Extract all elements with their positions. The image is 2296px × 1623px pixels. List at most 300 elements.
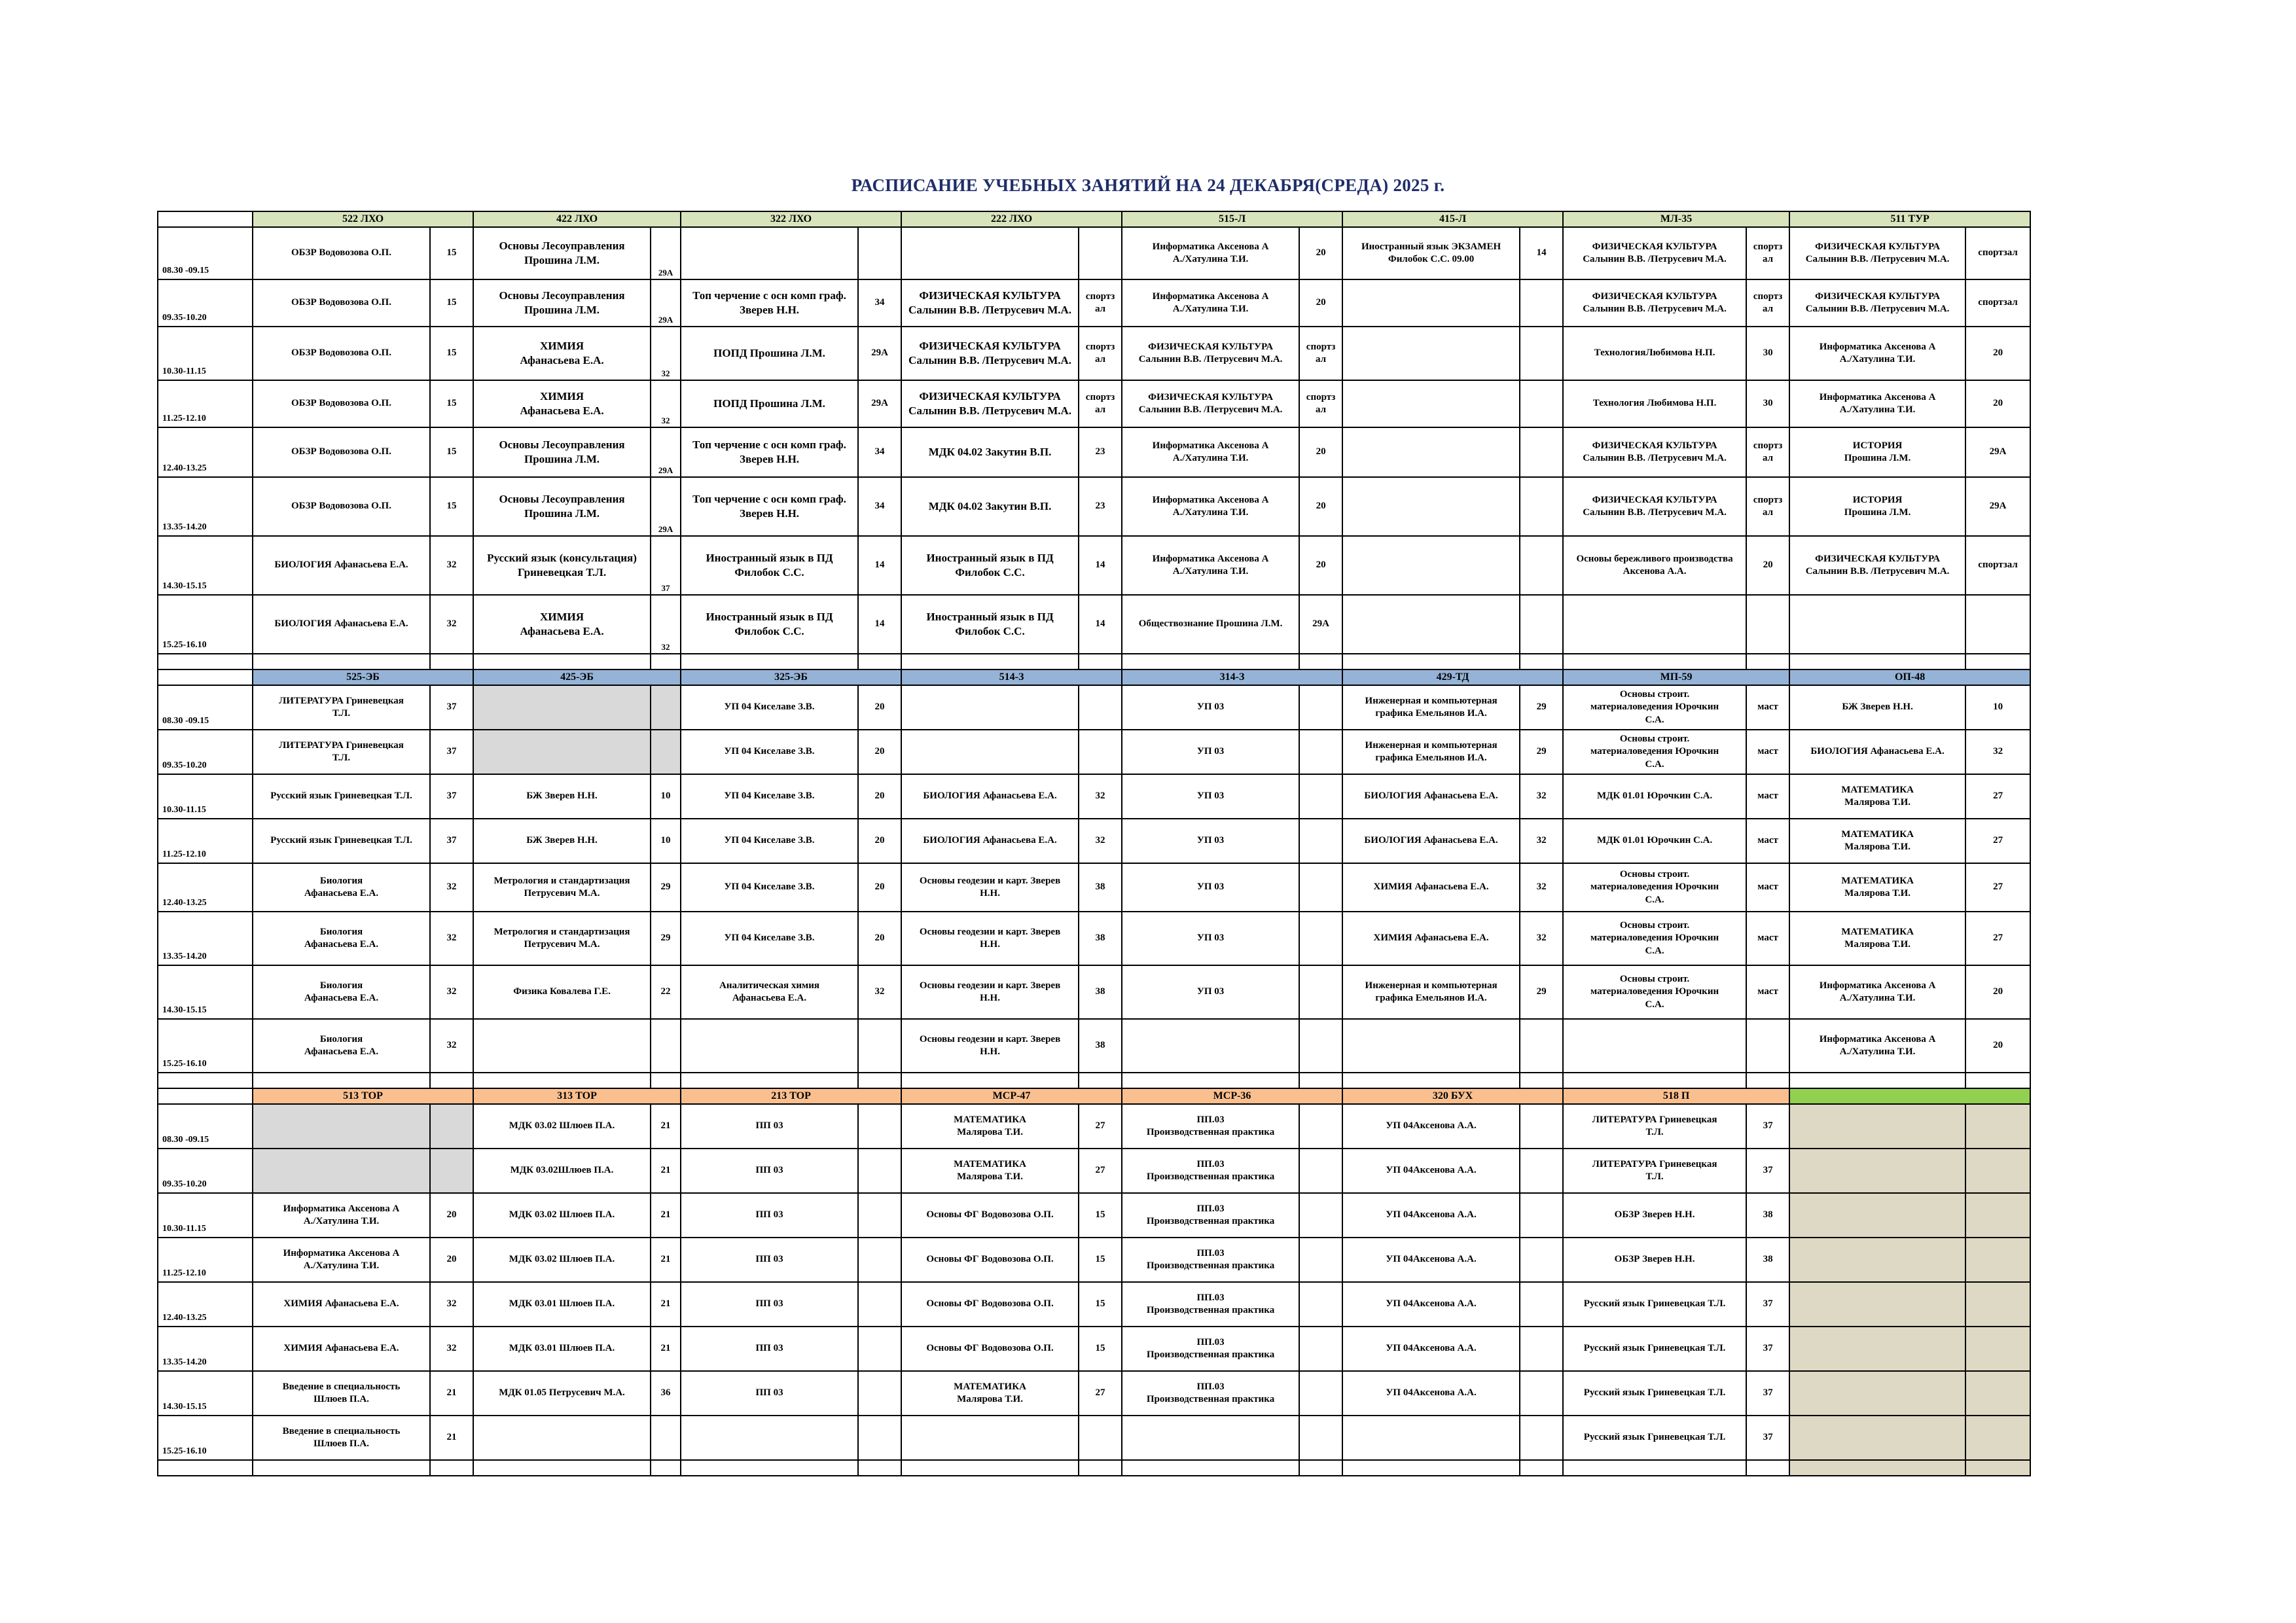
lesson-subject: ХИМИЯ Афанасьева Е.А. [253,1282,430,1327]
time-slot: 08.30 -09.15 [158,685,253,730]
lesson-subject: Биология Афанасьева Е.А. [253,912,430,965]
spacer-cell [430,1460,473,1476]
group-header: 422 ЛХО [473,211,681,227]
time-slot: 15.25-16.10 [158,595,253,654]
lesson-room: 21 [430,1371,473,1416]
lesson-subject: ОБЗР Водовозова О.П. [253,427,430,477]
lesson-subject: ФИЗИЧЕСКАЯ КУЛЬТУРА Салынин В.В. /Петрусевич М.А. [1122,380,1299,427]
time-slot: 14.30-15.15 [158,1371,253,1416]
lesson-row [158,1019,2030,1073]
lesson-room: 15 [1079,1282,1122,1327]
group-header: 325-ЭБ [681,669,901,685]
lesson-subject: УП 04Аксенова А.А. [1342,1238,1520,1282]
lesson-room: 15 [1079,1327,1122,1371]
lesson-subject [1342,1416,1520,1460]
lesson-subject [1122,1416,1299,1460]
page-title: РАСПИСАНИЕ УЧЕБНЫХ ЗАНЯТИЙ НА 24 ДЕКАБРЯ(СРЕДА) 2025 г. [851,175,1445,195]
lesson-room [1520,427,1563,477]
lesson-subject: МДК 04.02 Закутин В.П. [901,477,1079,536]
lesson-room [1520,1149,1563,1193]
lesson-room: 37 [1746,1371,1789,1416]
lesson-subject: ФИЗИЧЕСКАЯ КУЛЬТУРА Салынин В.В. /Петрусевич М.А. [1122,327,1299,380]
spacer-cell [1520,1460,1563,1476]
lesson-room: 37 [1746,1416,1789,1460]
lesson-room: 20 [1299,279,1342,327]
group-header: 313 ТОР [473,1088,681,1104]
group-header: МСР-36 [1122,1088,1342,1104]
lesson-room [1079,685,1122,730]
lesson-subject: Основы ФГ Водовозова О.П. [901,1238,1079,1282]
lesson-room [1299,1327,1342,1371]
lesson-subject: БИОЛОГИЯ Афанасьева Е.А. [901,819,1079,863]
lesson-subject: ОБЗР Водовозова О.П. [253,477,430,536]
lesson-subject: УП 03 [1122,819,1299,863]
lesson-subject: ХИМИЯ Афанасьева Е.А. [253,1327,430,1371]
lesson-subject: ИСТОРИЯ Прошина Л.М. [1789,427,1965,477]
lesson-room: 29А [1965,477,2030,536]
group-header: МСР-47 [901,1088,1122,1104]
lesson-subject: Информатика Аксенова А А./Хатулина Т.И. [1789,965,1965,1019]
lesson-subject: Инженерная и компьютерная графика Емельянов И.А. [1342,965,1520,1019]
lesson-room [1520,279,1563,327]
group-header: 415-Л [1342,211,1563,227]
lesson-room [651,1019,681,1073]
lesson-subject: Аналитическая химия Афанасьева Е.А. [681,965,858,1019]
lesson-subject: МДК 01.01 Юрочкин С.А. [1563,774,1746,819]
lesson-subject: ПП.03 Производственная практика [1122,1193,1299,1238]
time-slot: 11.25-12.10 [158,819,253,863]
lesson-subject: БИОЛОГИЯ Афанасьева Е.А. [901,774,1079,819]
lesson-row [158,477,2030,536]
lesson-row [158,730,2030,774]
lesson-subject: ЛИТЕРАТУРА Гриневецкая Т.Л. [1563,1104,1746,1149]
lesson-room [1965,1416,2030,1460]
lesson-subject [253,1104,430,1149]
spacer-cell [858,1460,901,1476]
spacer-cell [681,1460,858,1476]
lesson-room [858,1193,901,1238]
lesson-subject [681,1019,858,1073]
spacer-cell [1965,1460,2030,1476]
lesson-room: спортз ал [1079,279,1122,327]
time-slot: 12.40-13.25 [158,863,253,912]
lesson-subject: МАТЕМАТИКА Малярова Т.И. [1789,863,1965,912]
lesson-subject: Информатика Аксенова А А./Хатулина Т.И. [1122,427,1299,477]
lesson-room: 32 [430,863,473,912]
lesson-room: спортз ал [1079,327,1122,380]
spacer-cell [1746,1073,1789,1088]
lesson-room [1520,595,1563,654]
lesson-room: 20 [858,863,901,912]
lesson-room [1520,380,1563,427]
lesson-row [158,1282,2030,1327]
lesson-room: 20 [430,1193,473,1238]
lesson-room: 20 [1299,536,1342,595]
lesson-subject: Информатика Аксенова А А./Хатулина Т.И. [1789,380,1965,427]
lesson-subject [473,1416,651,1460]
group-header: 429-ТД [1342,669,1563,685]
lesson-row [158,279,2030,327]
lesson-room [1520,536,1563,595]
lesson-room: 32 [430,1327,473,1371]
lesson-subject: Информатика Аксенова А А./Хатулина Т.И. [1122,536,1299,595]
group-header: 320 БУХ [1342,1088,1563,1104]
lesson-room: спортз ал [1746,477,1789,536]
lesson-room [1520,327,1563,380]
lesson-room: 32 [1965,730,2030,774]
lesson-room [1965,1104,2030,1149]
lesson-subject: МАТЕМАТИКА Малярова Т.И. [1789,774,1965,819]
lesson-subject: Введение в специальность Шлюев П.А. [253,1371,430,1416]
lesson-room: 29А [1965,427,2030,477]
group-header: 518 П [1563,1088,1789,1104]
lesson-subject: БЖ Зверев Н.Н. [473,819,651,863]
group-header: 314-З [1122,669,1342,685]
lesson-room: 15 [1079,1238,1122,1282]
lesson-subject: Основы строит. материаловедения Юрочкин С.А. [1563,863,1746,912]
lesson-subject [473,730,651,774]
lesson-room: 15 [430,227,473,279]
spacer-cell [473,1460,651,1476]
lesson-row [158,1327,2030,1371]
lesson-subject: Русский язык Гриневецкая Т.Л. [1563,1416,1746,1460]
lesson-room: 32 [651,327,681,380]
lesson-subject: ИСТОРИЯ Прошина Л.М. [1789,477,1965,536]
lesson-row [158,863,2030,912]
lesson-room: 27 [1079,1371,1122,1416]
lesson-room [1299,965,1342,1019]
lesson-room: 30 [1746,327,1789,380]
lesson-subject: Информатика Аксенова А А./Хатулина Т.И. [1122,279,1299,327]
lesson-room: 21 [430,1416,473,1460]
group-header [1789,1088,2030,1104]
lesson-subject: ПП 03 [681,1104,858,1149]
group-header: 522 ЛХО [253,211,473,227]
lesson-room: 29А [651,427,681,477]
lesson-subject: МДК 03.02 Шлюев П.А. [473,1193,651,1238]
lesson-room [858,1104,901,1149]
lesson-room: 27 [1965,912,2030,965]
lesson-room: 32 [1079,819,1122,863]
lesson-room: спортз ал [1299,327,1342,380]
lesson-subject: МАТЕМАТИКА Малярова Т.И. [901,1104,1079,1149]
lesson-room: 38 [1746,1238,1789,1282]
lesson-room [1299,912,1342,965]
lesson-room: 37 [1746,1327,1789,1371]
lesson-room [858,1019,901,1073]
time-slot: 13.35-14.20 [158,912,253,965]
lesson-subject: МАТЕМАТИКА Малярова Т.И. [1789,819,1965,863]
lesson-subject [1563,595,1746,654]
lesson-room [858,1371,901,1416]
lesson-room [858,1149,901,1193]
lesson-room: спортзал [1965,536,2030,595]
lesson-subject: Русский язык Гриневецкая Т.Л. [253,774,430,819]
lesson-room [1299,1193,1342,1238]
corner-cell [158,669,253,685]
lesson-room [651,730,681,774]
lesson-subject: ПП.03 Производственная практика [1122,1238,1299,1282]
lesson-room [1520,1104,1563,1149]
lesson-subject: ХИМИЯ Афанасьева Е.А. [1342,863,1520,912]
lesson-subject: Информатика Аксенова А А./Хатулина Т.И. [253,1238,430,1282]
lesson-room: 20 [1299,227,1342,279]
lesson-room: 29А [651,227,681,279]
spacer-cell [1563,654,1746,669]
lesson-subject: Иностранный язык в ПД Филобок С.С. [901,595,1079,654]
lesson-room [1079,227,1122,279]
lesson-room: 29 [1520,685,1563,730]
time-slot: 08.30 -09.15 [158,227,253,279]
spacer-cell [253,654,430,669]
lesson-subject: Информатика Аксенова А А./Хатулина Т.И. [1789,1019,1965,1073]
lesson-room: 27 [1079,1104,1122,1149]
spacer-cell [158,1460,253,1476]
lesson-subject: УП 04Аксенова А.А. [1342,1193,1520,1238]
lesson-subject: УП 03 [1122,965,1299,1019]
time-slot: 09.35-10.20 [158,730,253,774]
lesson-subject: Основы геодезии и карт. Зверев Н.Н. [901,1019,1079,1073]
lesson-room [1520,1282,1563,1327]
lesson-room [1299,1282,1342,1327]
lesson-subject: УП 03 [1122,863,1299,912]
lesson-subject [1342,1019,1520,1073]
lesson-room: 20 [430,1238,473,1282]
spacer-cell [1789,1460,1965,1476]
lesson-subject: Метрология и стандартизация Петрусевич М.А. [473,863,651,912]
lesson-subject: Основы Лесоуправления Прошина Л.М. [473,227,651,279]
lesson-subject: БИОЛОГИЯ Афанасьева Е.А. [253,536,430,595]
lesson-subject: Информатика Аксенова А А./Хатулина Т.И. [1122,227,1299,279]
spacer-cell [1789,654,1965,669]
lesson-subject: Биология Афанасьева Е.А. [253,1019,430,1073]
lesson-subject: Основы строит. материаловедения Юрочкин С.А. [1563,685,1746,730]
spacer-cell [253,1460,430,1476]
lesson-subject: УП 03 [1122,774,1299,819]
lesson-room: 27 [1965,774,2030,819]
time-slot: 10.30-11.15 [158,327,253,380]
time-slot: 10.30-11.15 [158,1193,253,1238]
lesson-room: 14 [1079,595,1122,654]
spacer-cell [430,1073,473,1088]
spacer-cell [1079,1073,1122,1088]
spacer-cell [681,1073,858,1088]
lesson-subject: УП 03 [1122,730,1299,774]
lesson-subject: МАТЕМАТИКА Малярова Т.И. [901,1371,1079,1416]
lesson-room: 34 [858,427,901,477]
lesson-subject: Инженерная и компьютерная графика Емельянов И.А. [1342,730,1520,774]
lesson-room: 37 [1746,1104,1789,1149]
lesson-subject: ПОПД Прошина Л.М. [681,380,858,427]
lesson-room [430,1104,473,1149]
lesson-subject [681,1416,858,1460]
time-slot: 10.30-11.15 [158,774,253,819]
time-slot: 14.30-15.15 [158,965,253,1019]
lesson-subject: МДК 03.02 Шлюев П.А. [473,1104,651,1149]
lesson-subject: Основы строит. материаловедения Юрочкин С.А. [1563,730,1746,774]
lesson-subject: Основы строит. материаловедения Юрочкин С.А. [1563,965,1746,1019]
lesson-room: 20 [1965,1019,2030,1073]
lesson-subject: ПП 03 [681,1327,858,1371]
lesson-subject: ФИЗИЧЕСКАЯ КУЛЬТУРА Салынин В.В. /Петрусевич М.А. [901,380,1079,427]
lesson-room [1965,1282,2030,1327]
lesson-subject: Введение в специальность Шлюев П.А. [253,1416,430,1460]
lesson-room: 20 [1299,477,1342,536]
lesson-subject: Биология Афанасьева Е.А. [253,965,430,1019]
lesson-room: 20 [1746,536,1789,595]
lesson-subject: МДК 04.02 Закутин В.П. [901,427,1079,477]
lesson-room: 21 [651,1282,681,1327]
spacer-cell [1342,1073,1520,1088]
lesson-room: 22 [651,965,681,1019]
lesson-room: 15 [1079,1193,1122,1238]
lesson-row [158,327,2030,380]
lesson-room: 27 [1965,819,2030,863]
lesson-subject: ОБЗР Зверев Н.Н. [1563,1238,1746,1282]
group-header: 425-ЭБ [473,669,681,685]
lesson-room: 29А [1299,595,1342,654]
lesson-subject: УП 03 [1122,912,1299,965]
lesson-room: 20 [1965,380,2030,427]
lesson-room [1965,1193,2030,1238]
lesson-subject: ФИЗИЧЕСКАЯ КУЛЬТУРА Салынин В.В. /Петрусевич М.А. [1563,279,1746,327]
spacer-cell [1122,1460,1299,1476]
lesson-room: 10 [1965,685,2030,730]
lesson-subject: МДК 01.01 Юрочкин С.А. [1563,819,1746,863]
lesson-room [1520,1371,1563,1416]
lesson-room: маст [1746,965,1789,1019]
lesson-room: 37 [430,730,473,774]
spacer-cell [1746,654,1789,669]
lesson-room [1299,1238,1342,1282]
lesson-subject: Русский язык (консультация) Гриневецкая Т.Л. [473,536,651,595]
lesson-row [158,1149,2030,1193]
lesson-subject: Основы Лесоуправления Прошина Л.М. [473,427,651,477]
spacer-cell [901,1460,1079,1476]
lesson-room [1299,1371,1342,1416]
lesson-room: 34 [858,477,901,536]
lesson-room: спортз ал [1746,227,1789,279]
lesson-subject: Русский язык Гриневецкая Т.Л. [1563,1327,1746,1371]
lesson-subject: ХИМИЯ Афанасьева Е.А. [1342,912,1520,965]
lesson-room: 34 [858,279,901,327]
lesson-room: 37 [430,685,473,730]
lesson-subject: ФИЗИЧЕСКАЯ КУЛЬТУРА Салынин В.В. /Петрусевич М.А. [1789,227,1965,279]
lesson-subject: Обществознание Прошина Л.М. [1122,595,1299,654]
lesson-room [858,227,901,279]
lesson-room [1079,730,1122,774]
lesson-room: 20 [1299,427,1342,477]
lesson-room: 15 [430,477,473,536]
lesson-row [158,1104,2030,1149]
group-header: 514-З [901,669,1122,685]
lesson-room: 21 [651,1193,681,1238]
lesson-room: 14 [1079,536,1122,595]
spacer-cell [1299,1460,1342,1476]
lesson-room: 29А [858,380,901,427]
lesson-room: 38 [1079,863,1122,912]
lesson-room [858,1416,901,1460]
lesson-subject: ПП.03 Производственная практика [1122,1149,1299,1193]
lesson-subject [1563,1019,1746,1073]
group-header: 222 ЛХО [901,211,1122,227]
lesson-subject: ХИМИЯ Афанасьева Е.А. [473,595,651,654]
lesson-room: 30 [1746,380,1789,427]
lesson-subject: Основы ФГ Водовозова О.П. [901,1282,1079,1327]
lesson-subject: ФИЗИЧЕСКАЯ КУЛЬТУРА Салынин В.В. /Петрусевич М.А. [1789,536,1965,595]
lesson-subject: МАТЕМАТИКА Малярова Т.И. [1789,912,1965,965]
lesson-room: 38 [1079,965,1122,1019]
lesson-room: 32 [651,380,681,427]
time-slot: 08.30 -09.15 [158,1104,253,1149]
lesson-room [1520,1019,1563,1073]
lesson-subject: Основы Лесоуправления Прошина Л.М. [473,477,651,536]
lesson-subject [1789,1282,1965,1327]
time-slot: 09.35-10.20 [158,1149,253,1193]
time-slot: 11.25-12.10 [158,1238,253,1282]
lesson-room: 14 [858,595,901,654]
group-header: МЛ-35 [1563,211,1789,227]
lesson-room: маст [1746,863,1789,912]
lesson-room [1520,1327,1563,1371]
group-header: 511 ТУР [1789,211,2030,227]
lesson-subject: ОБЗР Водовозова О.П. [253,380,430,427]
spacer-cell [1965,654,2030,669]
lesson-subject: МДК 03.02 Шлюев П.А. [473,1238,651,1282]
group-header: 513 ТОР [253,1088,473,1104]
lesson-subject: ЛИТЕРАТУРА Гриневецкая Т.Л. [253,730,430,774]
lesson-subject: Информатика Аксенова А А./Хатулина Т.И. [1789,327,1965,380]
lesson-room: 29А [651,477,681,536]
lesson-room [1520,1238,1563,1282]
lesson-subject: УП 04Аксенова А.А. [1342,1149,1520,1193]
lesson-room: 37 [1746,1149,1789,1193]
time-slot: 12.40-13.25 [158,427,253,477]
lesson-room [1965,1327,2030,1371]
lesson-subject: Основы строит. материаловедения Юрочкин С.А. [1563,912,1746,965]
lesson-room: 23 [1079,427,1122,477]
lesson-room: 21 [651,1238,681,1282]
lesson-room: 29 [651,863,681,912]
spacer-cell [1079,654,1122,669]
lesson-room [1299,1416,1342,1460]
lesson-subject: УП 04Аксенова А.А. [1342,1327,1520,1371]
lesson-subject: ХИМИЯ Афанасьева Е.А. [473,380,651,427]
lesson-room: 29 [651,912,681,965]
time-slot: 13.35-14.20 [158,477,253,536]
lesson-room: маст [1746,730,1789,774]
lesson-subject: БИОЛОГИЯ Афанасьева Е.А. [1342,774,1520,819]
lesson-subject: УП 04 Киселаве З.В. [681,912,858,965]
lesson-room: 32 [1079,774,1122,819]
lesson-room: 32 [430,536,473,595]
lesson-subject: ФИЗИЧЕСКАЯ КУЛЬТУРА Салынин В.В. /Петрусевич М.А. [901,279,1079,327]
lesson-row [158,1238,2030,1282]
group-header: 322 ЛХО [681,211,901,227]
spacer-cell [1520,1073,1563,1088]
lesson-subject: МДК 01.05 Петрусевич М.А. [473,1371,651,1416]
lesson-subject: Информатика Аксенова А А./Хатулина Т.И. [1122,477,1299,536]
lesson-room: 37 [651,536,681,595]
schedule-table [157,211,2031,1476]
lesson-room: 32 [430,1019,473,1073]
spacer-cell [1299,1073,1342,1088]
lesson-subject: Инженерная и компьютерная графика Емельянов И.А. [1342,685,1520,730]
lesson-room: 20 [858,912,901,965]
lesson-subject: УП 04 Киселаве З.В. [681,774,858,819]
lesson-room: 27 [1965,863,2030,912]
lesson-subject: ПП 03 [681,1149,858,1193]
